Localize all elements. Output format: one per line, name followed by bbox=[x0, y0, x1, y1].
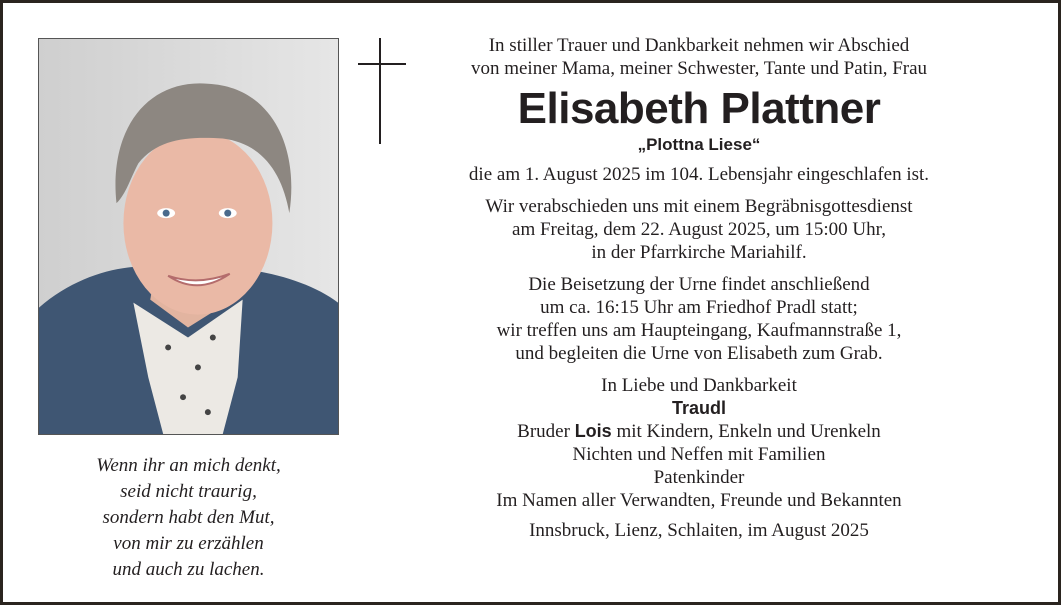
place-date-line: Innsbruck, Lienz, Schlaiten, im August 2025 bbox=[529, 520, 869, 541]
intro-line: In stiller Trauer und Dankbarkeit nehmen wir Abschied bbox=[488, 35, 910, 56]
brother-name: Lois bbox=[574, 421, 612, 441]
closing-line: In Liebe und Dankbarkeit bbox=[601, 375, 797, 396]
mourner-brother-line bbox=[400, 420, 998, 443]
latin-cross-icon bbox=[358, 38, 406, 144]
burial-line: wir treffen uns am Haupteingang, Kaufmannstraße 1, bbox=[496, 320, 902, 341]
quote-line: seid nicht traurig, bbox=[120, 481, 257, 502]
quote-line: und auch zu lachen. bbox=[112, 559, 265, 580]
mourner-godchildren-line: Patenkinder bbox=[653, 467, 745, 488]
deceased-nickname: „Plottna Liese“ bbox=[637, 135, 761, 154]
portrait-photo bbox=[38, 38, 339, 435]
memorial-quote bbox=[38, 453, 339, 583]
obituary-text bbox=[400, 34, 998, 542]
quote-line: Wenn ihr an mich denkt, bbox=[96, 455, 281, 476]
quote-line: sondern habt den Mut, bbox=[102, 507, 275, 528]
mourner-all-line: Im Namen aller Verwandten, Freunde und Bekannten bbox=[496, 490, 902, 511]
death-notice-line: die am 1. August 2025 im 104. Lebensjahr eingeschlafen ist. bbox=[468, 164, 930, 185]
service-line: Wir verabschieden uns mit einem Begräbnisgottesdienst bbox=[485, 196, 913, 217]
mourner-first: Traudl bbox=[671, 398, 726, 418]
service-line: am Freitag, dem 22. August 2025, um 15:00 Uhr, bbox=[512, 219, 886, 240]
brother-prefix: Bruder bbox=[517, 421, 575, 442]
portrait-illustration bbox=[39, 39, 338, 434]
brother-suffix: mit Kindern, Enkeln und Urenkeln bbox=[611, 421, 881, 442]
burial-line: um ca. 16:15 Uhr am Friedhof Pradl statt; bbox=[540, 297, 858, 318]
intro-line: von meiner Mama, meiner Schwester, Tante und Patin, Frau bbox=[470, 58, 928, 79]
mourner-nieces-line: Nichten und Neffen mit Familien bbox=[572, 444, 826, 465]
burial-line: und begleiten die Urne von Elisabeth zum Grab. bbox=[515, 343, 883, 364]
service-line: in der Pfarrkirche Mariahilf. bbox=[591, 242, 807, 263]
burial-line: Die Beisetzung der Urne findet anschließend bbox=[528, 274, 870, 295]
deceased-name: Elisabeth Plattner bbox=[517, 84, 881, 133]
quote-line: von mir zu erzählen bbox=[113, 533, 264, 554]
